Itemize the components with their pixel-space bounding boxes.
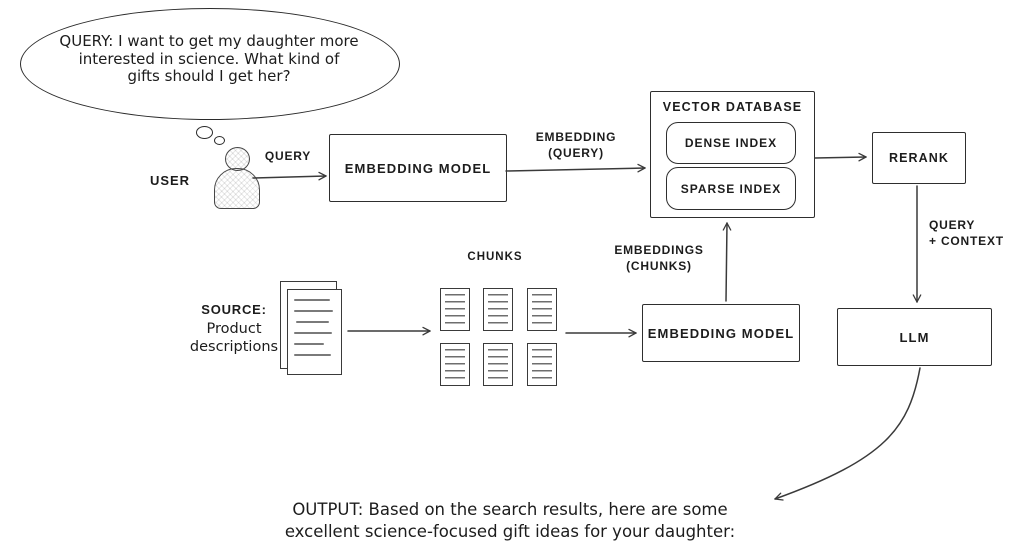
edge-label-query: QUERY: [264, 149, 312, 163]
source-label-line3: descriptions: [189, 339, 279, 355]
edge-label-embedding-query-line1: EMBEDDING: [535, 130, 617, 144]
arrow-user-to-embedding-model: [253, 176, 326, 178]
arrow-embedding-to-vdb-up: [726, 223, 727, 301]
edge-label-embeddings-chunks-line2: (CHUNKS): [626, 259, 692, 273]
output-text-line2: excellent science-focused gift ideas for your daughter:: [284, 521, 736, 541]
output-text-line1: OUTPUT: Based on the search results, here are some: [292, 500, 728, 519]
user-label: USER: [149, 173, 191, 188]
node-dense-index: DENSE INDEX: [666, 122, 796, 164]
thought-bubble-line-1: QUERY: I want to get my daughter more: [59, 32, 359, 50]
thought-bubble-line-2: interested in science. What kind of: [78, 49, 340, 68]
chunks-label: CHUNKS: [467, 251, 523, 263]
node-sparse-index: SPARSE INDEX: [666, 167, 796, 210]
node-embedding-model-bottom: EMBEDDING MODEL: [642, 304, 800, 362]
arrow-llm-to-output: [775, 368, 920, 499]
edge-label-query-context-line1: QUERY: [929, 218, 976, 232]
arrow-vdb-to-rerank: [815, 157, 866, 158]
edge-label-query-context-line2: + CONTEXT: [929, 234, 1004, 248]
node-rerank: RERANK: [872, 132, 966, 184]
node-llm: LLM: [837, 308, 992, 366]
source-label-line1: SOURCE:: [201, 302, 267, 317]
edge-label-embeddings-chunks-line1: EMBEDDINGS: [614, 243, 704, 257]
node-embedding-model-top: EMBEDDING MODEL: [329, 134, 507, 202]
vector-database-title: VECTOR DATABASE: [662, 100, 803, 114]
arrow-embedding-to-vdb: [506, 168, 645, 171]
source-label-line2: Product: [206, 320, 262, 337]
thought-bubble-line-3: gifts should I get her?: [127, 67, 291, 85]
edge-label-embedding-query-line2: (QUERY): [548, 146, 604, 160]
